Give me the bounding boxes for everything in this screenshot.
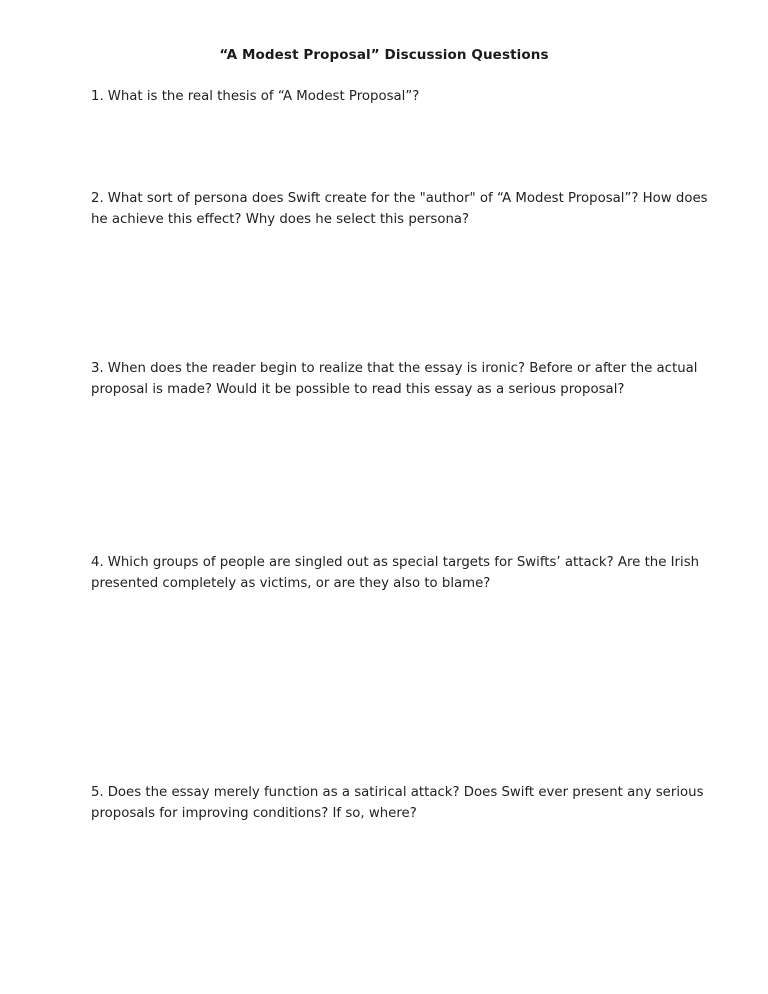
question-text: What sort of persona does Swift create for the "author" of “A Modest Proposal”? How does he achieve this effect? Why does he select this persona? — [91, 191, 708, 227]
question-text: When does the reader begin to realize that the essay is ironic? Before or after the actual proposal is made? Would it be possible to read this essay as a serious proposal? — [91, 361, 698, 397]
question-number: 2. — [91, 191, 104, 206]
question-3 — [91, 358, 721, 400]
question-5 — [91, 782, 721, 824]
question-2 — [91, 188, 721, 230]
document-title: “A Modest Proposal” Discussion Questions — [219, 47, 549, 63]
question-number: 3. — [91, 361, 104, 376]
question-text: Which groups of people are singled out as special targets for Swifts’ attack? Are the Irish presented completely as victims, or are they also to blame? — [91, 555, 700, 591]
question-1 — [91, 86, 721, 107]
question-number: 5. — [91, 785, 104, 800]
question-number: 4. — [91, 555, 104, 570]
question-number: 1. — [91, 89, 104, 104]
question-4 — [91, 552, 721, 594]
question-text: Does the essay merely function as a satirical attack? Does Swift ever present any serious proposals for improving conditions? If so, where? — [91, 785, 704, 821]
question-text: What is the real thesis of “A Modest Proposal”? — [107, 89, 420, 104]
